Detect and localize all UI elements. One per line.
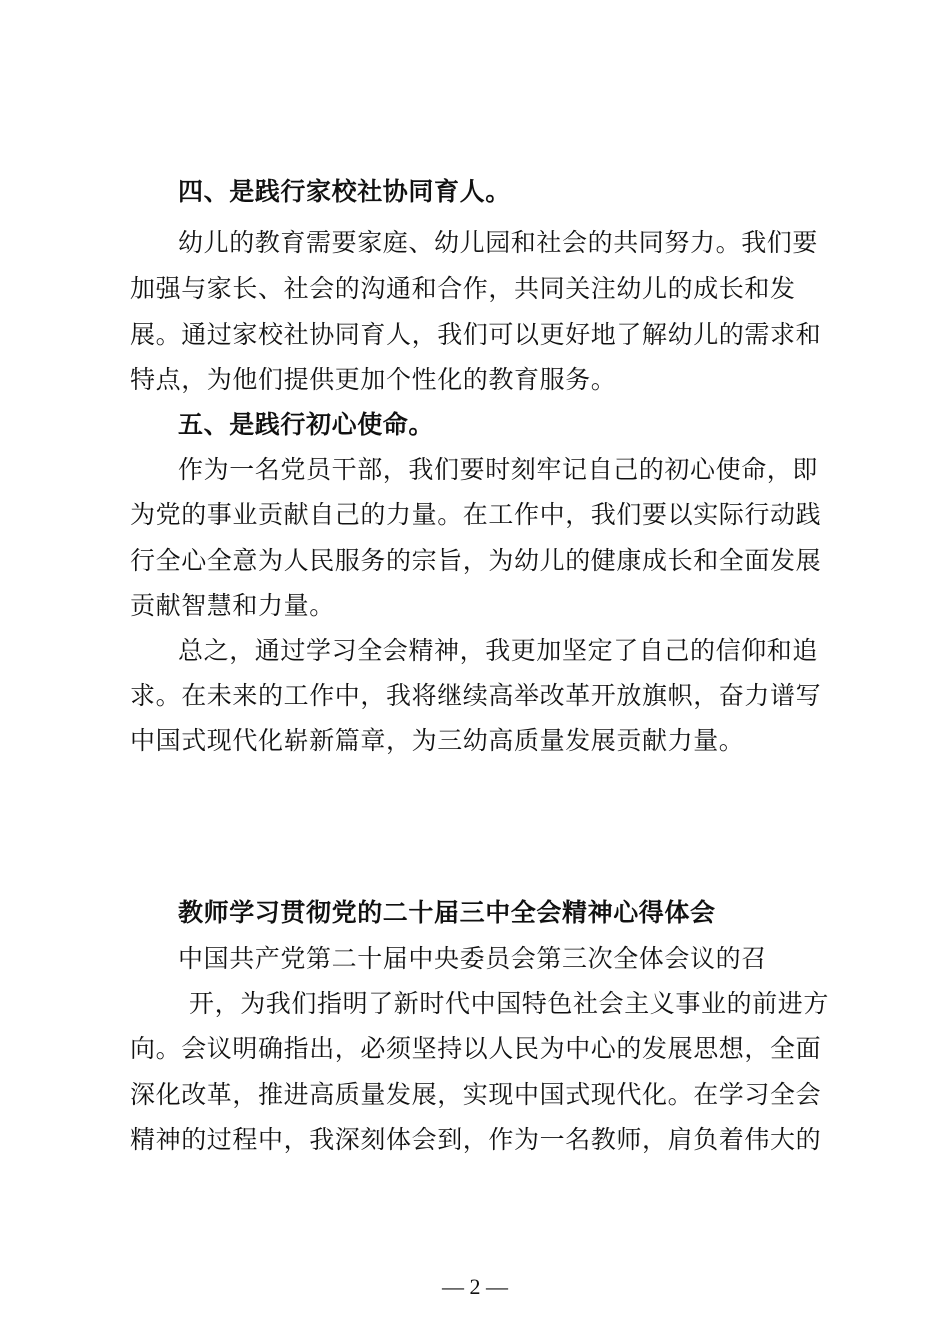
paragraph-line: 作为一名党员干部，我们要时刻牢记自己的初心使命，即 [178,455,819,484]
paragraph-line: 中国式现代化崭新篇章，为三幼高质量发展贡献力量。 [130,726,745,755]
paragraph-line: 开，为我们指明了新时代中国特色社会主义事业的前进方 [189,989,830,1018]
article-title: 教师学习贯彻党的二十届三中全会精神心得体会 [178,898,716,927]
paragraph-line: 加强与家长、社会的沟通和合作，共同关注幼儿的成长和发 [130,274,796,303]
paragraph-line: 求。在未来的工作中，我将继续高举改革开放旗帜，奋力谱写 [130,681,822,710]
paragraph-line: 为党的事业贡献自己的力量。在工作中，我们要以实际行动践 [130,500,822,529]
paragraph-line: 向。会议明确指出，必须坚持以人民为中心的发展思想，全面 [130,1034,822,1063]
section-heading-4: 四、是践行家校社协同育人。 [178,177,511,206]
paragraph-line: 特点，为他们提供更加个性化的教育服务。 [130,365,617,394]
page-number: — 2 — [442,1274,508,1299]
paragraph-line: 中国共产党第二十届中央委员会第三次全体会议的召 [178,944,767,973]
section-heading-5: 五、是践行初心使命。 [178,410,435,439]
paragraph-line: 精神的过程中，我深刻体会到，作为一名教师，肩负着伟大的 [130,1125,822,1154]
paragraph-line: 贡献智慧和力量。 [130,591,335,620]
paragraph-line: 总之，通过学习全会精神，我更加坚定了自己的信仰和追 [178,636,819,665]
paragraph-line: 行全心全意为人民服务的宗旨，为幼儿的健康成长和全面发展 [130,546,822,575]
paragraph-line: 深化改革，推进高质量发展，实现中国式现代化。在学习全会 [130,1080,822,1109]
paragraph-line: 幼儿的教育需要家庭、幼儿园和社会的共同努力。我们要 [178,228,819,257]
paragraph-line: 展。通过家校社协同育人，我们可以更好地了解幼儿的需求和 [130,320,822,349]
